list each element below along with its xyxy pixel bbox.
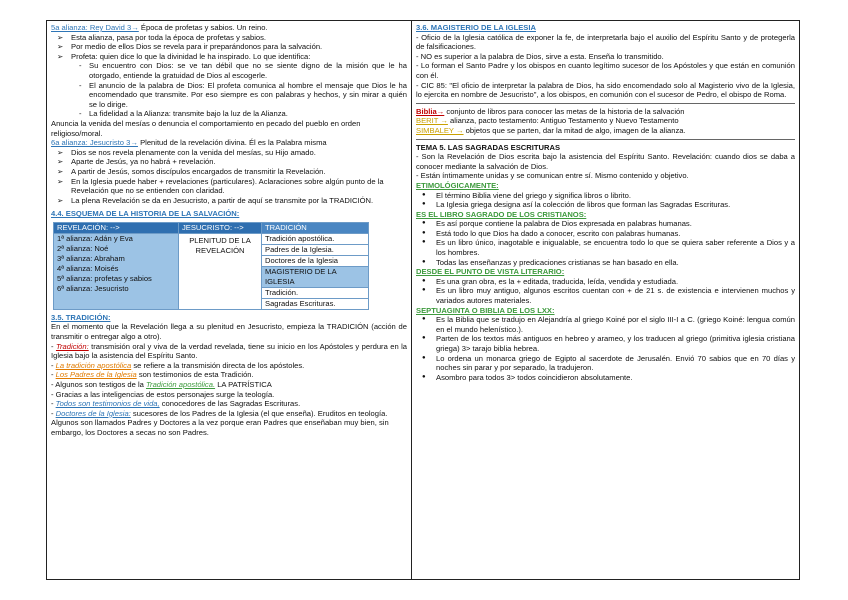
magisterio-line: - Lo forman el Santo Padre y los obispos en cuanto legítimo sucesor de los Apóstoles y que están en comunión con él. <box>416 61 795 80</box>
list-item: 2ª alianza: Noé <box>57 243 109 253</box>
literario-list <box>416 277 795 306</box>
etim-title: ETIMOLÓGICAMENTE: <box>416 180 499 190</box>
trad-line: - Todos son testimonios de vida, conocedores de las Sagradas Escrituras. <box>51 399 301 409</box>
divider <box>416 139 795 140</box>
lxx-title: SEPTUAGINTA O BIBLIA DE LOS LXX: <box>416 305 555 315</box>
list-item: ● Es una gran obra, es la + editada, traducida, leída, vendida y estudiada. <box>416 277 795 287</box>
list-item: ➢ A partir de Jesús, somos discípulos encargados de transmitir la Revelación. <box>51 167 407 177</box>
trad-line: - Algunos son testigos de la Tradición apostólica. LA PATRÍSTICA <box>51 380 272 390</box>
list-item: ➢ La plena Revelación se da en Jesucristo, a partir de aquí se transmite por la TRADICIÓN. <box>51 196 407 206</box>
list-item: ● La Iglesia griega designa así la colección de libros que forman las Sagradas Escrituras. <box>416 200 795 210</box>
table-cell: Tradición. <box>262 287 369 298</box>
table-cell: Sagradas Escrituras. <box>262 298 369 309</box>
tema5-line: - Son la Revelación de Dios escrita bajo la asistencia del Espíritu Santo. Revelación: cuando dios se daba a conocer mediante la salvación de Dios. <box>416 152 795 171</box>
trad-line: - Los Padres de la Iglesia son testimonios de esta Tradición. <box>51 370 254 380</box>
list-item: 3ª alianza: Abraham <box>57 253 125 263</box>
plenitud-cell: PLENITUD DE LA REVELACIÓN <box>179 233 262 309</box>
list-item: ● Es así porque contiene la palabra de Dios expresada en palabras humanas. <box>416 219 795 229</box>
def-biblia: Biblia→ conjunto de libros para conocer las metas de la historia de la salvación <box>416 106 685 116</box>
tradicion-title: 3.5. TRADICIÓN: <box>51 312 111 322</box>
trad-end: Algunos son llamados Padres y Doctores a la vez porque eran Padres que enseñaban muy bien, sin embargo, los Doctores a secas no son Padres. <box>51 418 389 437</box>
trad-line: - La tradición apostólica se refiere a la transmisión directa de los apóstoles. <box>51 360 305 370</box>
esquema-table <box>53 222 369 310</box>
list-item: ● Es la Biblia que se tradujo en Alejandría al griego Koiné por el siglo III-I a C. (griego Koiné: lengua común en el mundo helenístico.). <box>416 315 795 334</box>
list-item: ➢ Aparte de Jesús, ya no habrá + revelación. <box>51 157 407 167</box>
right-column <box>412 21 799 579</box>
list-item: - Su encuentro con Dios: se ve tan débil que no se siente digno de la misión que le ha otorgado, entiende la gratuidad de Dios al escogerle. <box>51 61 407 80</box>
alianza6-list <box>51 148 407 206</box>
header-jesucristo: JESUCRISTO: --> <box>179 222 262 233</box>
list-item: ● El término Biblia viene del griego y significa libros o librito. <box>416 191 795 201</box>
list-item: 1ª alianza: Adán y Eva <box>57 233 133 243</box>
list-item: - La fidelidad a la Alianza: transmite bajo la luz de la Alianza. <box>51 109 407 119</box>
list-item: ➢ Esta alianza, pasa por toda la época de profetas y sabios. <box>51 33 407 43</box>
study-sheet <box>46 20 800 580</box>
etim-list <box>416 191 795 210</box>
list-item: ● Parten de los textos más antiguos en hebreo y arameo, y los traducen al griego (primitiva iglesia cristiana griega) 3> tarajo biblia hebrea. <box>416 334 795 353</box>
list-item: ● Lo ordena un monarca griego de Egipto al sacerdote de Jerusalén. Envió 70 sabios que en 70 días y noches sin parar y por separado, la tradujeron. <box>416 354 795 373</box>
list-item: ● Está todo lo que Dios ha dado a conocer, escrito con palabras humanas. <box>416 229 795 239</box>
magisterio-line: - CIC 85: "El oficio de interpretar la palabra de Dios, ha sido encomendado solo al Magisterio vivo de la Iglesia, lo ejercita en nombre de Jesucristo", a los obispos, en comunión con el sucesor de Pedro, el obispo de Roma. <box>416 80 795 100</box>
trad-line: - Tradición: transmisión oral y viva de la verdad revelada, tiene su inicio en los Apóstoles y perdura en la Iglesia bajo la asistencia del Espíritu Santo. <box>51 341 407 361</box>
list-item: ➢ Profeta: quien dice lo que la divinidad le ha inspirado. Lo que identifica: <box>51 52 407 62</box>
magisterio-line: - Oficio de la Iglesia católica de exponer la fe, de interpretarla bajo el auxilio del Espíritu Santo y de protegerla de falsificaciones. <box>416 32 795 52</box>
header-revelacion: REVELACIÓN: --> <box>54 222 179 233</box>
magisterio-title: 3.6. MAGISTERIO DE LA IGLESIA <box>416 23 536 32</box>
table-cell: Doctores de la Iglesia <box>262 255 369 266</box>
list-item: - El anuncio de la palabra de Dios: El profeta comunica al hombre el mensaje que Dios le ha encomendado que transmite. Por eso siempre es con palabras y hechos, y sin mirar a quién se lo dirige. <box>51 81 407 110</box>
list-item: 4ª alianza: Moisés <box>57 263 119 273</box>
def-simbaley: SIMBALEY → objetos que se parten, dar la mitad de algo, imagen de la alianza. <box>416 125 686 135</box>
tema5-line: - Están íntimamente unidas y se comunican entre sí. Mismo contenido y objetivo. <box>416 171 689 181</box>
list-item: ● Es un libro único, inagotable e inigualable, se encuentra todo lo que se quiera saber referente a Dios y a los hombres. <box>416 238 795 257</box>
trad-line: - Doctores de la Iglesia: sucesores de los Padres de la Iglesia (el que enseña). Eruditos en teología. <box>51 408 388 418</box>
tema5-title: TEMA 5. LAS SAGRADAS ESCRITURAS <box>416 142 561 152</box>
profeta-list <box>51 61 407 119</box>
magisterio-line: - NO es superior a la palabra de Dios, sirve a esta. Enseña lo transmitido. <box>416 51 664 61</box>
list-item: ➢ Por medio de ellos Dios se revela para ir preparándonos para la salvación. <box>51 42 407 52</box>
magisterio-cell: MAGISTERIO DE LA IGLESIA <box>262 266 369 287</box>
literario-title: DESDE EL PUNTO DE VISTA LITERARIO: <box>416 267 565 277</box>
sagrado-title: ES EL LIBRO SAGRADO DE LOS CRISTIANOS: <box>416 209 587 219</box>
alianza5-list <box>51 33 407 62</box>
list-item: ➢ En la Iglesia puede haber + revelaciones (particulares). Aclaraciones sobre algún punto de la Revelación que no se entienden con claridad. <box>51 177 407 196</box>
list-item: 5ª alianza: profetas y sabios <box>57 273 152 283</box>
divider <box>416 103 795 104</box>
header-tradicion: TRADICIÓN <box>262 222 369 233</box>
tradicion-intro: En el momento que la Revelación llega a su plenitud en Jesucristo, empieza la TRADICIÓN (acción de transmitir o entregar algo a otro). <box>51 322 407 342</box>
esquema-title: 4.4. ESQUEMA DE LA HISTORIA DE LA SALVACIÓN: <box>51 209 240 219</box>
alianza5-heading: 5a alianza: Rey David 3→ Época de profetas y sabios. Un reino. <box>51 23 268 32</box>
alianza6-heading: 6a alianza: Jesucristo 3→ Plenitud de la revelación divina. Él es la Palabra misma <box>51 138 327 148</box>
list-item: ➢ Dios se nos revela plenamente con la venida del mesías, su Hijo amado. <box>51 148 407 158</box>
revelacion-cell <box>54 233 179 309</box>
list-item: 6ª alianza: Jesucristo <box>57 283 129 293</box>
list-item: ● Es un libro muy antiguo, algunos escritos cuentan con + de 21 s. de existencia e intervienen muchos y variados autores materiales. <box>416 286 795 305</box>
def-berit: BERIT → alianza, pacto testamento: Antiguo Testamento y Nuevo Testamento <box>416 116 679 126</box>
lxx-list <box>416 315 795 382</box>
list-item: ● Todas las enseñanzas y predicaciones cristianas se han basado en ella. <box>416 258 795 268</box>
list-item: ● Asombro para todos 3> todos coincidieron absolutamente. <box>416 373 795 383</box>
left-column <box>47 21 412 579</box>
anuncia-text: Anuncia la venida del mesías o denuncia el comportamiento en pecado del pueblo en orden religioso/moral. <box>51 118 361 138</box>
trad-line: - Gracias a las inteligencias de estos personajes surge la teología. <box>51 389 275 399</box>
table-cell: Padres de la Iglesia. <box>262 244 369 255</box>
table-cell: Tradición apostólica. <box>262 233 369 244</box>
sagrado-list <box>416 219 795 267</box>
